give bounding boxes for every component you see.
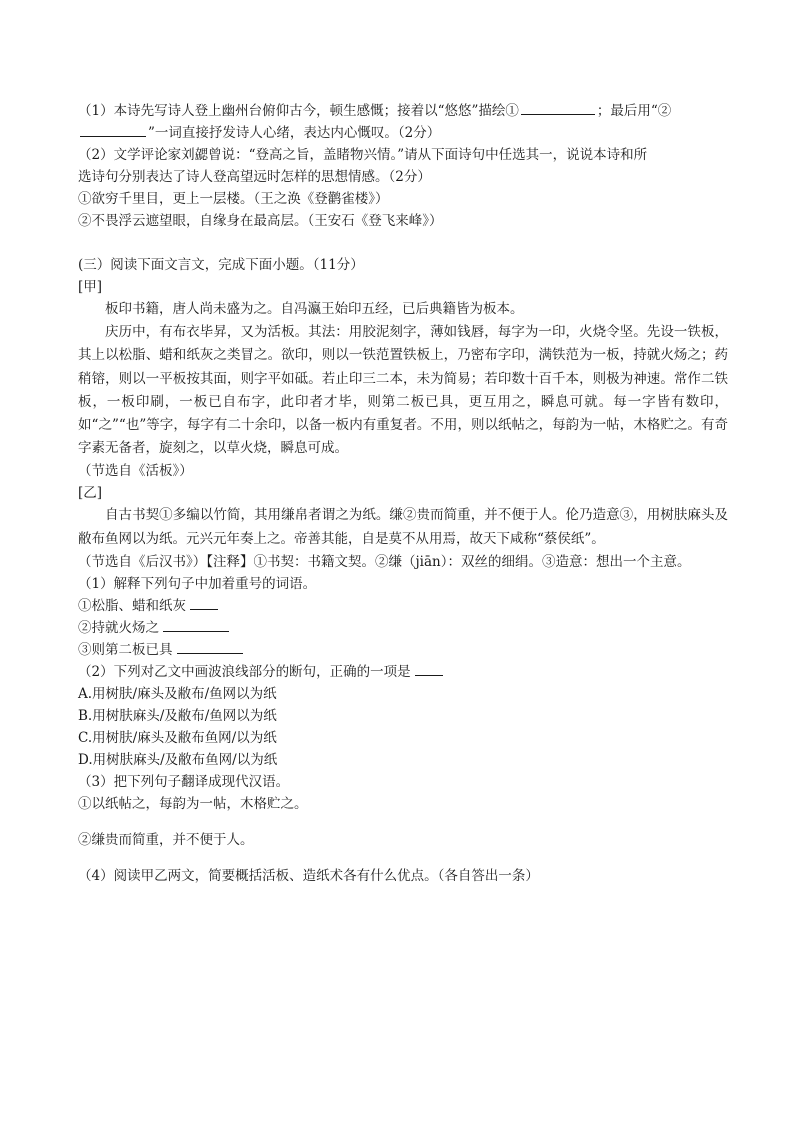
- subquestion-1-title: （1）解释下列句子中加着重号的词语。: [78, 575, 317, 592]
- subquestion-2-option-a[interactable]: A.用树肤/麻头及敝布/鱼网以为纸: [78, 685, 277, 702]
- subquestion-2-title: （2）下列对乙文中画波浪线部分的断句，正确的一项是: [78, 663, 411, 680]
- subquestion-2-option-d[interactable]: D.用树肤麻头/及敝布鱼网/以为纸: [78, 751, 278, 768]
- subquestion-2-option-b[interactable]: B.用树肤麻头/及敝布/鱼网以为纸: [78, 707, 277, 724]
- answer-blank-2[interactable]: [415, 661, 443, 676]
- subquestion-1-item-a: [78, 595, 728, 617]
- subquestion-1-item-b: [78, 617, 728, 639]
- poem-q1-text-b: ；最后用“②: [596, 103, 672, 119]
- subquestion-3-title: （3）把下列句子翻译成现代汉语。: [78, 773, 290, 790]
- poem-question-2-line2: 选诗句分别表达了诗人登高望远时怎样的思想情感。（2分）: [78, 169, 431, 185]
- poem-q1-text-a: （1）本诗先写诗人登上幽州台俯仰古今，顿生感慨；接着以“悠悠”描绘①: [78, 103, 519, 119]
- subquestion-2-option-c[interactable]: C.用树肤/麻头及敝布鱼网/以为纸: [78, 729, 277, 746]
- passage-yi-label: [乙]: [78, 485, 103, 502]
- subquestion-3-item-a: ①以纸帖之，每韵为一帖，木格贮之。: [78, 795, 308, 812]
- subquestion-2-title-line: [78, 661, 728, 683]
- answer-blank-1c[interactable]: [177, 639, 243, 654]
- answer-blank-2[interactable]: [80, 122, 146, 137]
- subquestion-1-item-c-text: ③则第二板已具: [78, 641, 173, 658]
- passage-jia-source: （节选自《活板》）: [78, 463, 193, 480]
- poem-option-1: ①欲穷千里目，更上一层楼。（王之涣《登鹳雀楼》）: [78, 191, 389, 207]
- poem-question-1: [78, 100, 728, 144]
- poem-question-2-line1: （2）文学评论家刘勰曾说：“登高之旨，盖睹物兴情。”请从下面诗句中任选其一，说说本诗和所: [78, 147, 648, 163]
- poem-q1-text-c: ”一词直接抒发诗人心绪，表达内心慨叹。（2分）: [148, 125, 441, 141]
- exam-page: [78, 100, 728, 887]
- answer-blank-1b[interactable]: [163, 617, 229, 632]
- passage-jia-paragraph-2: 庆历中，有布衣毕昇，又为活板。其法：用胶泥刻字，薄如钱唇，每字为一印，火烧令坚。先设一铁板，其上以松脂、蜡和纸灰之类冒之。欲印，则以一铁范置铁板上，乃密布字印，满铁范为一板，持就火炀之；药稍镕，则以一平板按其面，则字平如砥。若止印三二本，未为简易；若印数十百千本，则极为神速。常作二铁板，一板印刷，一板已自布字，此印者才毕，则第二板已具，更互用之，瞬息可就。每一字皆有数印，如“之”“也”等字，每字有二十余印，以备一板内有重复者。不用，则以纸帖之，每韵为一帖，木格贮之。有奇字素无备者，旋刻之，以草火烧，瞬息可成。: [78, 324, 728, 457]
- subquestion-1-item-a-text: ①松脂、蜡和纸灰: [78, 597, 186, 614]
- section-3-heading: (三）阅读下面文言文，完成下面小题。（11分）: [78, 257, 364, 273]
- answer-blank-1[interactable]: [521, 100, 595, 115]
- passage-yi-source-notes: （节选自《后汉书》）【注释】①书契：书籍文契。②缣（jiān）：双丝的细绢。③造意：想出一个主意。: [78, 553, 691, 570]
- passage-jia-label: [甲]: [78, 279, 103, 295]
- answer-blank-1a[interactable]: [190, 595, 218, 610]
- subquestion-4-title: （4）阅读甲乙两文，简要概括活板、造纸术各有什么优点。（各自答出一条）: [78, 867, 539, 884]
- subquestion-1-item-c: [78, 639, 728, 661]
- poem-option-2: ②不畏浮云遮望眼，自缘身在最高层。（王安石《登飞来峰》）: [78, 213, 443, 229]
- subquestion-1-item-b-text: ②持就火炀之: [78, 619, 159, 636]
- subquestion-3-item-b: ②缣贵而简重，并不便于人。: [78, 831, 254, 848]
- passage-yi-paragraph: 自古书契①多编以竹简，其用缣帛者谓之为纸。缣②贵而简重，并不便于人。伦乃造意③，用树肤麻头及敝布鱼网以为纸。元兴元年奏上之。帝善其能，自是莫不从用焉，故天下咸称“蔡侯纸”。: [78, 507, 728, 547]
- passage-jia-paragraph-1: 板印书籍，唐人尚未盛为之。自冯瀛王始印五经，已后典籍皆为板本。: [105, 301, 524, 317]
